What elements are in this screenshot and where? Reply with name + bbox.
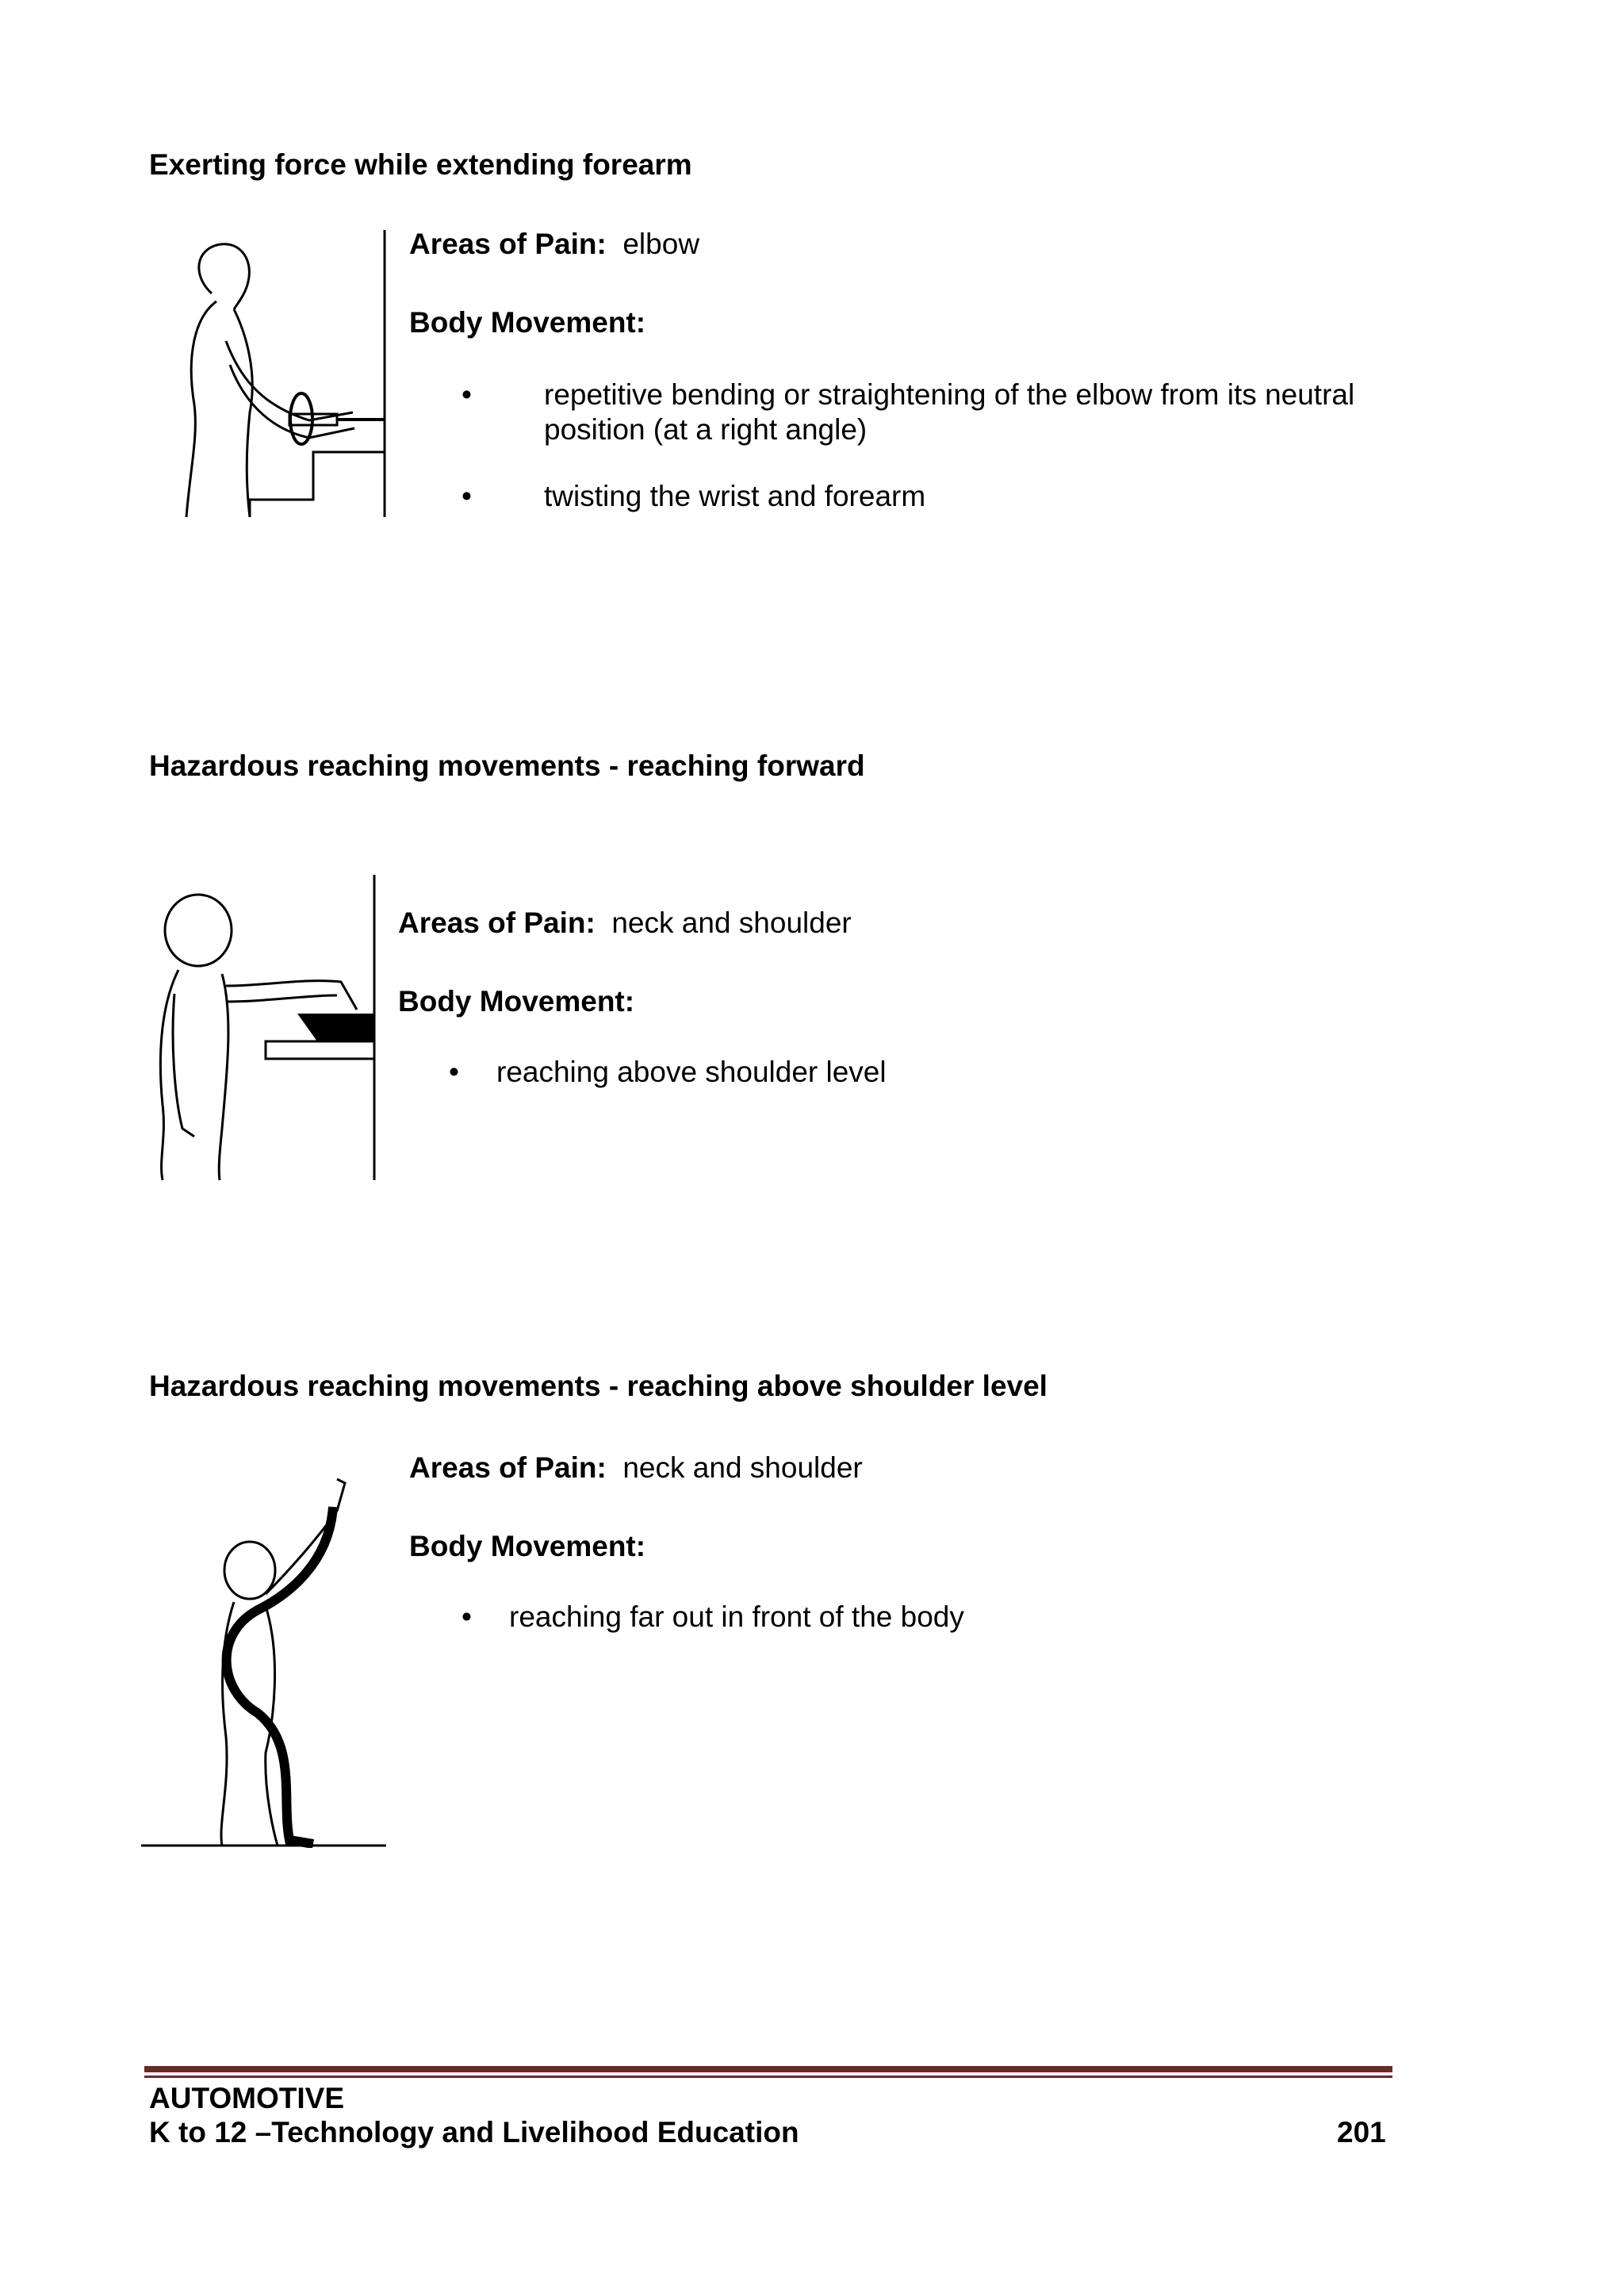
pain-label: Areas of Pain:	[409, 228, 607, 260]
pain-value: elbow	[622, 228, 700, 260]
figure-reaching-above-shoulder	[139, 1467, 393, 1848]
section-3-movement	[409, 1530, 645, 1563]
footer-subject: AUTOMOTIVE	[149, 2082, 344, 2114]
page-number: 201	[1337, 2116, 1386, 2148]
bullet-text-continued: position (at a right angle)	[544, 413, 868, 446]
bullet-icon: •	[462, 480, 472, 512]
movement-label: Body Movement:	[409, 306, 646, 339]
footer-course: K to 12 –Technology and Livelihood Education	[149, 2116, 799, 2148]
reaching-above-illustration	[139, 1467, 393, 1848]
bullet-item	[449, 1055, 1321, 1090]
movement-label: Body Movement:	[398, 985, 635, 1018]
footer-divider	[144, 2066, 1392, 2072]
bullet-icon: •	[462, 1600, 472, 1633]
pain-label: Areas of Pain:	[409, 1451, 607, 1484]
pain-value: neck and shoulder	[611, 907, 852, 939]
movement-label: Body Movement:	[409, 1530, 646, 1562]
bullet-text: repetitive bending or straightening of the elbow from its neutral	[544, 378, 1355, 411]
pain-value: neck and shoulder	[622, 1451, 863, 1484]
bullet-text: reaching above shoulder level	[496, 1056, 887, 1088]
footer-divider-thin	[144, 2076, 1392, 2078]
figure-forearm-extension	[170, 230, 393, 525]
bullet-item	[462, 378, 1413, 449]
section-2-pain	[398, 907, 852, 940]
reaching-forward-illustration	[147, 875, 377, 1184]
forearm-figure-illustration	[170, 230, 393, 525]
section-1-pain	[409, 228, 699, 261]
bullet-text: twisting the wrist and forearm	[544, 480, 926, 512]
bullet-item	[462, 1600, 1334, 1635]
bullet-icon: •	[462, 378, 472, 411]
bullet-text: reaching far out in front of the body	[509, 1600, 964, 1633]
section-1-title: Exerting force while extending forearm	[149, 148, 692, 181]
section-2-movement	[398, 985, 634, 1018]
section-1-movement	[409, 306, 645, 339]
bullet-item	[462, 479, 1413, 514]
pain-label: Areas of Pain:	[398, 907, 596, 939]
bullet-icon: •	[449, 1056, 459, 1088]
section-3-title: Hazardous reaching movements - reaching above shoulder level	[149, 1370, 1048, 1402]
section-2-title: Hazardous reaching movements - reaching forward	[149, 749, 865, 782]
figure-reaching-forward	[147, 875, 377, 1184]
section-3-pain	[409, 1451, 863, 1485]
